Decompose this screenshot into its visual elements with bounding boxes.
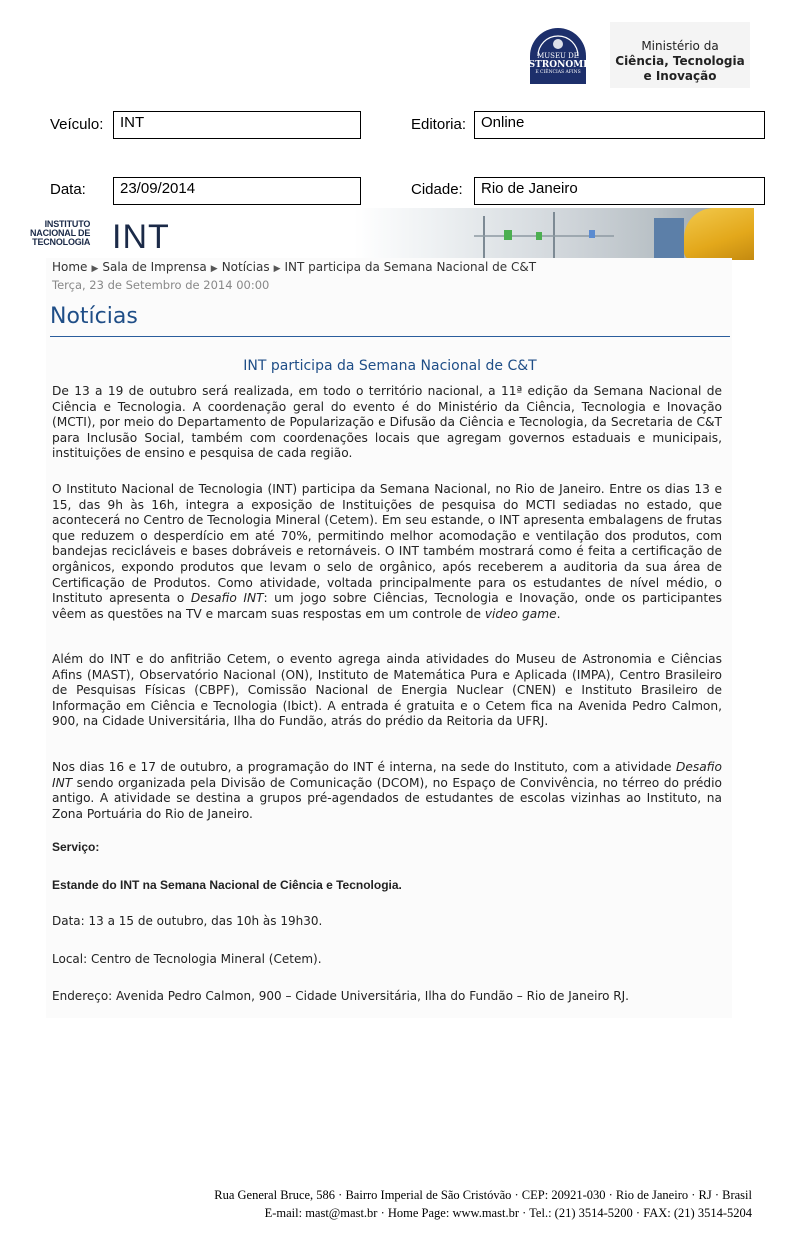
veiculo-field: INT: [113, 111, 361, 139]
publish-date: Terça, 23 de Setembro de 2014 00:00: [52, 278, 270, 292]
breadcrumb: [52, 260, 536, 274]
breadcrumb-home[interactable]: Home: [52, 260, 88, 274]
breadcrumb-current: INT participa da Semana Nacional de C&T: [284, 260, 537, 274]
cidade-field: Rio de Janeiro: [474, 177, 765, 205]
int-logo-mark: INT: [112, 218, 170, 256]
servico-heading: Serviço:: [52, 840, 100, 854]
ministry-line-2: Ciência, Tecnologia: [615, 54, 745, 68]
event-address: Endereço: Avenida Pedro Calmon, 900 – Cidade Universitária, Ilha do Fundão – Rio de Janeiro RJ.: [52, 989, 629, 1003]
editoria-label: Editoria:: [411, 116, 467, 133]
int-banner: [24, 208, 754, 260]
institute-name: INSTITUTO NACIONAL DE TECNOLOGIA: [30, 219, 91, 247]
footer-contact: E-mail: mast@mast.br · Home Page: www.mast.br · Tel.: (21) 3514-5200 · FAX: (21) 3514-5204: [264, 1206, 752, 1220]
ministry-logo: [610, 22, 750, 88]
breadcrumb-arrow-icon: ▶: [273, 264, 281, 274]
paragraph-2: O Instituto Nacional de Tecnologia (INT) participa da Semana Nacional, no Rio de Janeiro. Entre os dias 13 e 15, das 9h às 16h, integra a exposição de Instituições de pesquisa do MCTI sediadas no estado, que acontecerá no Centro de Tecnologia Mineral (Cetem). Em seu estande, o INT apresenta embalagens de frutas que reduzem o desperdício em até 70%, permitindo melhor acomodação e ventilação dos produtos, com bandejas recicláveis e bases dobráveis e retornáveis. O INT também mostrará como é feita a certificação de orgânicos, expondo produtos que levam o selo de orgânico, após receberem a auditoria da sua área de Certificação de Produtos. Como atividade, voltada principalmente para os estudantes de nível médio, o Instituto apresenta o Desafio INT: um jogo sobre Ciências, Tecnologia e Inovação, onde os participantes vêem as questões na TV e marcam suas respostas em um controle de video game.: [52, 482, 722, 621]
section-divider: [50, 336, 730, 337]
section-title: Notícias: [50, 304, 138, 329]
ministry-line-3: e Inovação: [643, 69, 717, 83]
breadcrumb-noticias[interactable]: Notícias: [221, 260, 270, 274]
ministry-line-1: Ministério da: [641, 39, 719, 53]
breadcrumb-arrow-icon: ▶: [91, 264, 99, 274]
event-date: Data: 13 a 15 de outubro, das 10h às 19h30.: [52, 914, 323, 928]
breadcrumb-sala-imprensa[interactable]: Sala de Imprensa: [102, 260, 207, 274]
article-title: INT participa da Semana Nacional de C&T: [243, 358, 537, 374]
mast-logo-text: MUSEU DE ASTRONOMIA E CIÊNCIAS AFINS: [521, 52, 595, 75]
data-label: Data:: [50, 181, 86, 198]
paragraph-3: Além do INT e do anfitrião Cetem, o evento agrega ainda atividades do Museu de Astronomia e Ciências Afins (MAST), Observatório Nacional (ON), Instituto de Matemática Pura e Aplicada (IMPA), Centro Brasileiro de Pesquisas Físicas (CBPF), Comissão Nacional de Energia Nuclear (CNEN) e Instituto Brasileiro de Informação em Ciência e Tecnologia (Ibict). A entrada é gratuita e o Cetem fica na Avenida Pedro Calmon, 900, na Cidade Universitária, Ilha do Fundão, atrás do prédio da Reitoria da UFRJ.: [52, 652, 722, 729]
event-location: Local: Centro de Tecnologia Mineral (Cetem).: [52, 952, 322, 966]
paragraph-1: De 13 a 19 de outubro será realizada, em todo o território nacional, a 11ª edição da Semana Nacional de Ciência e Tecnologia. A coordenação geral do evento é do Ministério da Ciência, Tecnologia e Inovação (MCTI), por meio do Departamento de Popularização e Difusão da Ciência e Tecnologia, da Secretaria de C&T para Inclusão Social, também com coordenações locais que agregam governos estaduais e municipais, instituições de ensino e pesquisa de cada região.: [52, 384, 722, 461]
breadcrumb-arrow-icon: ▶: [210, 264, 218, 274]
editoria-field: Online: [474, 111, 765, 139]
footer-address: Rua General Bruce, 586 · Bairro Imperial de São Cristóvão · CEP: 20921-030 · Rio de Janeiro · RJ · Brasil: [214, 1188, 752, 1202]
banner-photo: [354, 208, 754, 260]
veiculo-label: Veículo:: [50, 116, 104, 133]
data-field: 23/09/2014: [113, 177, 361, 205]
cidade-label: Cidade:: [411, 181, 463, 198]
estande-heading: Estande do INT na Semana Nacional de Ciência e Tecnologia.: [52, 878, 402, 892]
paragraph-4: Nos dias 16 e 17 de outubro, a programação do INT é interna, na sede do Instituto, com a atividade Desafio INT sendo organizada pela Divisão de Comunicação (DCOM), no Espaço de Convivência, no térreo do prédio antigo. A atividade se destina a grupos pré-agendados de estudantes de escolas vizinhas ao Instituto, na Zona Portuária do Rio de Janeiro.: [52, 760, 722, 821]
glove-graphic: [684, 208, 754, 260]
